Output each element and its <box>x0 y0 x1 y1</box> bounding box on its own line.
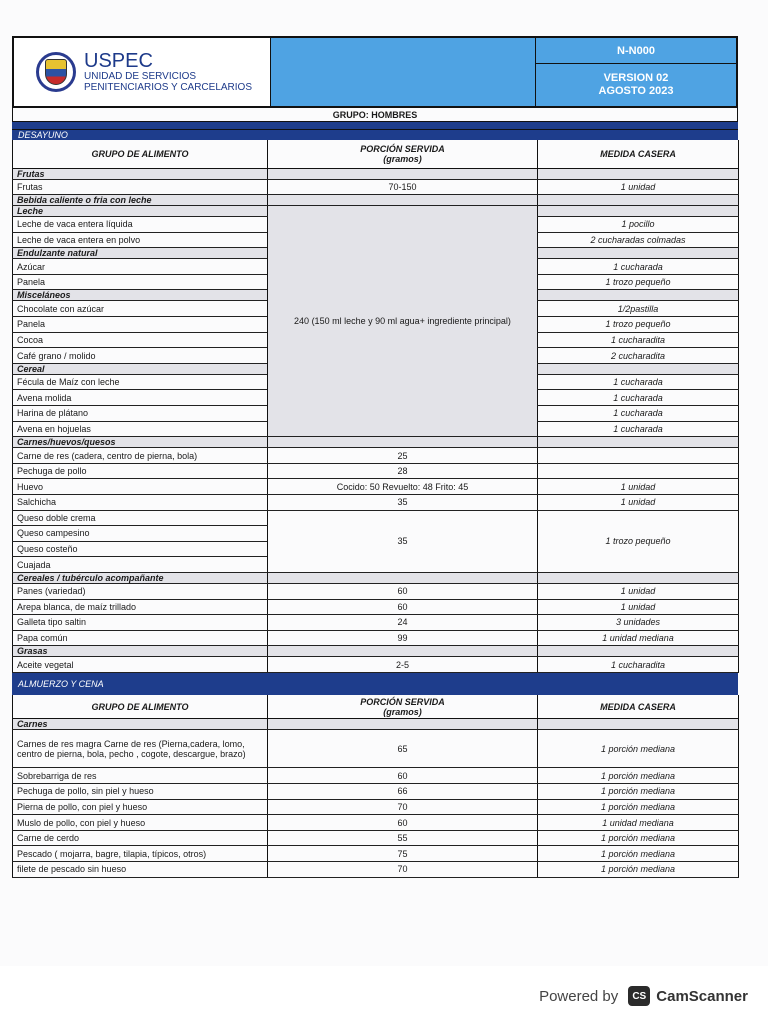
cheese-measure: 1 trozo pequeño <box>538 510 739 572</box>
portion-value: 2-5 <box>268 657 538 673</box>
household-measure: 1 unidad <box>538 479 739 495</box>
food-name: Avena en hojuelas <box>13 421 268 437</box>
food-group-row <box>13 206 739 217</box>
household-measure: 1 cucharada <box>538 374 739 390</box>
portion-value: 70-150 <box>268 179 538 195</box>
camscanner-logo-icon: CS <box>628 986 650 1006</box>
col-header-measure: MEDIDA CASERA <box>538 140 739 168</box>
food-name: Carnes de res magra Carne de res (Pierna,cadera, lomo, centro de pierna, bola, pecho , cogote, descargue, brazo) <box>13 730 268 768</box>
scanner-footer <box>0 966 768 1024</box>
section-title-breakfast: DESAYUNO <box>12 130 738 140</box>
food-name: Salchicha <box>13 495 268 511</box>
table-row <box>13 599 739 615</box>
table-row <box>13 768 739 784</box>
blue-band <box>12 121 738 130</box>
household-measure: 1 pocillo <box>538 217 739 233</box>
food-name: Galleta tipo saltin <box>13 615 268 631</box>
food-name: Arepa blanca, de maíz trillado <box>13 599 268 615</box>
household-measure <box>538 363 739 374</box>
food-name: Harina de plátano <box>13 406 268 422</box>
portion-value: 35 <box>268 495 538 511</box>
lunch-table <box>12 695 739 878</box>
col-header-food-group: GRUPO DE ALIMENTO <box>13 140 268 168</box>
household-measure <box>538 448 739 464</box>
cheese-portion: 35 <box>268 510 538 572</box>
food-name: Pechuga de pollo, sin piel y hueso <box>13 784 268 800</box>
food-name: Huevo <box>13 479 268 495</box>
household-measure: 1 porción mediana <box>538 846 739 862</box>
table-row <box>13 583 739 599</box>
document-version: VERSION 02 <box>603 72 669 84</box>
household-measure <box>538 290 739 301</box>
portion-value: 99 <box>268 630 538 646</box>
household-measure: 1 cucharada <box>538 421 739 437</box>
food-name: Panela <box>13 274 268 290</box>
household-measure: 1 porción mediana <box>538 784 739 800</box>
food-name: Carne de cerdo <box>13 830 268 846</box>
household-measure: 1/2pastilla <box>538 301 739 317</box>
portion-value: 60 <box>268 768 538 784</box>
food-name: Frutas <box>13 179 268 195</box>
document-code: N-N000 <box>536 38 736 64</box>
household-measure: 1 porción mediana <box>538 862 739 878</box>
food-name: Cuajada <box>13 557 268 573</box>
household-measure <box>538 463 739 479</box>
section-title-lunch: ALMUERZO Y CENA <box>12 673 738 695</box>
table-row <box>13 830 739 846</box>
food-group-label: Endulzante natural <box>13 248 268 259</box>
group-label: GRUPO: HOMBRES <box>12 108 738 121</box>
table-row <box>13 479 739 495</box>
hot-drink-portion: 240 (150 ml leche y 90 ml agua+ ingrediente principal) <box>268 206 538 437</box>
header-meta-cell <box>536 38 736 106</box>
portion-value: 60 <box>268 815 538 831</box>
food-name: Pescado ( mojarra, bagre, tilapia, típicos, otros) <box>13 846 268 862</box>
food-group-row <box>13 195 739 206</box>
camscanner-watermark <box>539 986 748 1006</box>
org-logo-block <box>14 38 271 106</box>
table-row <box>13 657 739 673</box>
food-group-row <box>13 168 739 179</box>
food-name: Papa común <box>13 630 268 646</box>
food-name: Cocoa <box>13 332 268 348</box>
table-row <box>13 784 739 800</box>
food-name: Pierna de pollo, con piel y hueso <box>13 799 268 815</box>
table-row <box>13 495 739 511</box>
table-row <box>13 630 739 646</box>
food-name: Fécula de Maíz con leche <box>13 374 268 390</box>
portion-value: 24 <box>268 615 538 631</box>
food-group-label: Cereales / tubérculo acompañante <box>13 572 268 583</box>
portion-value: 60 <box>268 583 538 599</box>
household-measure: 1 unidad <box>538 495 739 511</box>
col-header-portion <box>268 695 538 719</box>
col-header-portion-line-1: PORCIÓN SERVIDA <box>360 696 445 707</box>
camscanner-name: CamScanner <box>656 987 748 1005</box>
food-group-label: Cereal <box>13 363 268 374</box>
household-measure: 1 cucharada <box>538 390 739 406</box>
org-name: USPEC <box>84 50 153 72</box>
household-measure <box>538 437 739 448</box>
household-measure <box>538 719 739 730</box>
food-name: Queso campesino <box>13 526 268 542</box>
household-measure: 1 porción mediana <box>538 730 739 768</box>
food-name: Chocolate con azúcar <box>13 301 268 317</box>
household-measure: 1 cucharada <box>538 259 739 275</box>
food-group-row <box>13 646 739 657</box>
household-measure: 1 cucharadita <box>538 332 739 348</box>
col-header-food-group: GRUPO DE ALIMENTO <box>13 695 268 719</box>
portion-value: 70 <box>268 862 538 878</box>
portion-value: 75 <box>268 846 538 862</box>
table-row <box>13 730 739 768</box>
table-row <box>13 815 739 831</box>
org-subtitle-line-2: PENITENCIARIOS Y CARCELARIOS <box>84 82 253 93</box>
household-measure: 1 cucharada <box>538 406 739 422</box>
table-row <box>13 448 739 464</box>
food-name: Muslo de pollo, con piel y hueso <box>13 815 268 831</box>
household-measure: 1 porción mediana <box>538 799 739 815</box>
colombia-seal-icon <box>36 52 76 92</box>
household-measure: 1 unidad mediana <box>538 630 739 646</box>
table-row <box>13 799 739 815</box>
food-name: Pechuga de pollo <box>13 463 268 479</box>
household-measure <box>538 195 739 206</box>
col-header-portion-line-2: (gramos) <box>383 706 422 717</box>
col-header-measure: MEDIDA CASERA <box>538 695 739 719</box>
household-measure: 1 trozo pequeño <box>538 274 739 290</box>
col-header-portion-line-2: (gramos) <box>383 153 422 164</box>
org-subtitle-line-1: UNIDAD DE SERVICIOS <box>84 71 197 82</box>
portion-value: 65 <box>268 730 538 768</box>
household-measure: 1 cucharadita <box>538 657 739 673</box>
food-group-row <box>13 572 739 583</box>
food-name: Panela <box>13 317 268 333</box>
portion-value: Cocido: 50 Revuelto: 48 Frito: 45 <box>268 479 538 495</box>
food-name: Café grano / molido <box>13 348 268 364</box>
portion-value: 70 <box>268 799 538 815</box>
table-row <box>13 862 739 878</box>
portion-value <box>268 646 538 657</box>
household-measure: 2 cucharadas colmadas <box>538 232 739 248</box>
household-measure: 3 unidades <box>538 615 739 631</box>
food-group-row <box>13 437 739 448</box>
diet-document <box>12 36 738 878</box>
food-group-label: Misceláneos <box>13 290 268 301</box>
col-header-portion-line-1: PORCIÓN SERVIDA <box>360 143 445 154</box>
breakfast-table <box>12 140 739 673</box>
food-group-label: Frutas <box>13 168 268 179</box>
food-name: Avena molida <box>13 390 268 406</box>
household-measure <box>538 646 739 657</box>
portion-value <box>268 168 538 179</box>
portion-value: 28 <box>268 463 538 479</box>
household-measure: 1 unidad mediana <box>538 815 739 831</box>
household-measure: 2 cucharadita <box>538 348 739 364</box>
portion-value <box>268 437 538 448</box>
food-name: Panes (variedad) <box>13 583 268 599</box>
table-row <box>13 179 739 195</box>
food-group-label: Grasas <box>13 646 268 657</box>
table-row <box>13 463 739 479</box>
portion-value: 66 <box>268 784 538 800</box>
food-group-label: Carnes/huevos/quesos <box>13 437 268 448</box>
portion-value: 25 <box>268 448 538 464</box>
household-measure <box>538 248 739 259</box>
food-group-label: Bebida caliente o fria con leche <box>13 195 268 206</box>
table-row <box>13 615 739 631</box>
household-measure: 1 unidad <box>538 179 739 195</box>
household-measure: 1 porción mediana <box>538 830 739 846</box>
food-name: Azúcar <box>13 259 268 275</box>
portion-value <box>268 719 538 730</box>
portion-value: 55 <box>268 830 538 846</box>
food-name: Leche de vaca entera líquida <box>13 217 268 233</box>
food-name: Sobrebarriga de res <box>13 768 268 784</box>
portion-value: 60 <box>268 599 538 615</box>
food-name: Leche de vaca entera en polvo <box>13 232 268 248</box>
food-group-row <box>13 719 739 730</box>
food-group-label: Leche <box>13 206 268 217</box>
table-row <box>13 510 739 526</box>
food-name: Queso costeño <box>13 541 268 557</box>
food-name: Aceite vegetal <box>13 657 268 673</box>
portion-value <box>268 195 538 206</box>
document-header <box>12 36 738 108</box>
food-name: filete de pescado sin hueso <box>13 862 268 878</box>
portion-value <box>268 572 538 583</box>
food-group-label: Carnes <box>13 719 268 730</box>
household-measure <box>538 572 739 583</box>
household-measure <box>538 168 739 179</box>
household-measure: 1 porción mediana <box>538 768 739 784</box>
food-name: Carne de res (cadera, centro de pierna, bola) <box>13 448 268 464</box>
household-measure: 1 trozo pequeño <box>538 317 739 333</box>
household-measure: 1 unidad <box>538 599 739 615</box>
col-header-portion <box>268 140 538 168</box>
food-name: Queso doble crema <box>13 510 268 526</box>
household-measure: 1 unidad <box>538 583 739 599</box>
table-row <box>13 846 739 862</box>
header-title-cell <box>271 38 536 106</box>
document-date: AGOSTO 2023 <box>598 85 674 97</box>
powered-by-text: Powered by <box>539 987 619 1005</box>
household-measure <box>538 206 739 217</box>
